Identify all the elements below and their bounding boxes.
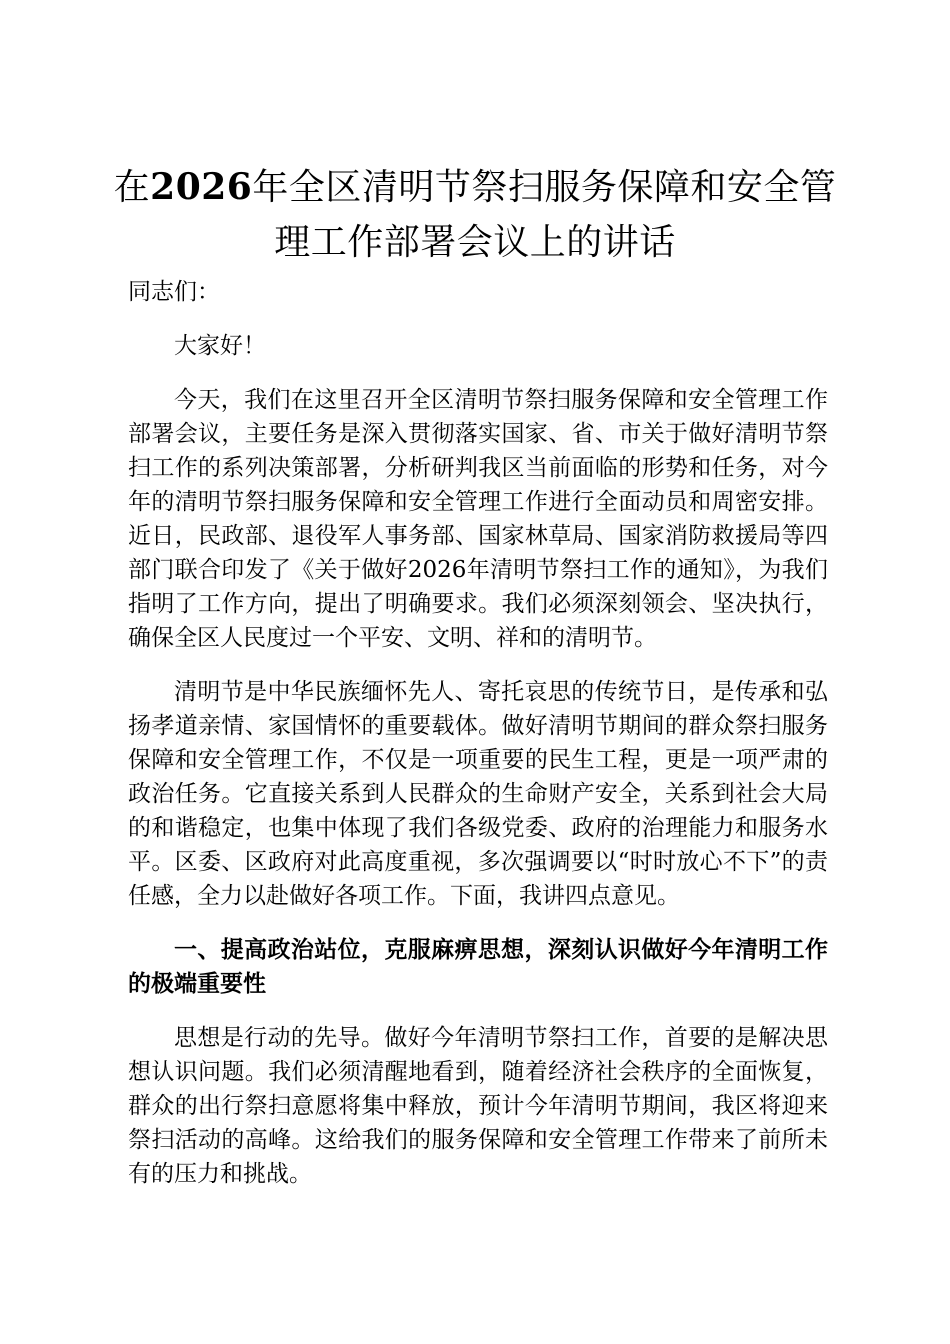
- title-line2: 理工作部署会议上的讲话: [274, 222, 676, 263]
- body-paragraph: 思想是行动的先导。做好今年清明节祭扫工作，首要的是解决思想认识问题。我们必须清醒地看到，随着经济社会秩序的全面恢复，群众的出行祭扫意愿将集中释放，预计今年清明节期间，我区将迎来祭扫活动的高峰。这给我们的服务保障和安全管理工作带来了前所未有的压力和挑战。: [128, 1025, 828, 1187]
- title-line1-rest: 年全区清明节祭扫服务保障和安全管: [252, 167, 837, 208]
- salutation: 同志们：: [128, 279, 220, 305]
- title-year: 2026: [150, 166, 253, 208]
- title-prefix: 在: [113, 167, 151, 208]
- document-title: [100, 160, 850, 270]
- body-paragraph: 清明节是中华民族缅怀先人、寄托哀思的传统节日，是传承和弘扬孝道亲情、家国情怀的重要载体。做好清明节期间的群众祭扫服务保障和安全管理工作，不仅是一项重要的民生工程，更是一项严肃的政治任务。它直接关系到人民群众的生命财产安全，关系到社会大局的和谐稳定，也集中体现了我们各级党委、政府的治理能力和服务水平。区委、区政府对此高度重视，多次强调要以“时时放心不下”的责任感，全力以赴做好各项工作。下面，我讲四点意见。: [128, 679, 828, 909]
- document-body: [128, 275, 828, 1211]
- greeting: 大家好！: [174, 333, 266, 359]
- body-paragraph: 今天，我们在这里召开全区清明节祭扫服务保障和安全管理工作部署会议，主要任务是深入贯彻落实国家、省、市关于做好清明节祭扫工作的系列决策部署，分析研判我区当前面临的形势和任务，对今年的清明节祭扫服务保障和安全管理工作进行全面动员和周密安排。近日，民政部、退役军人事务部、国家林草局、国家消防救援局等四部门联合印发了《关于做好2026年清明节祭扫工作的通知》，为我们指明了工作方向，提出了明确要求。我们必须深刻领会、坚决执行，确保全区人民度过一个平安、文明、祥和的清明节。: [128, 387, 828, 651]
- section-heading: 一、提高政治站位，克服麻痹思想，深刻认识做好今年清明工作的极端重要性: [128, 937, 828, 997]
